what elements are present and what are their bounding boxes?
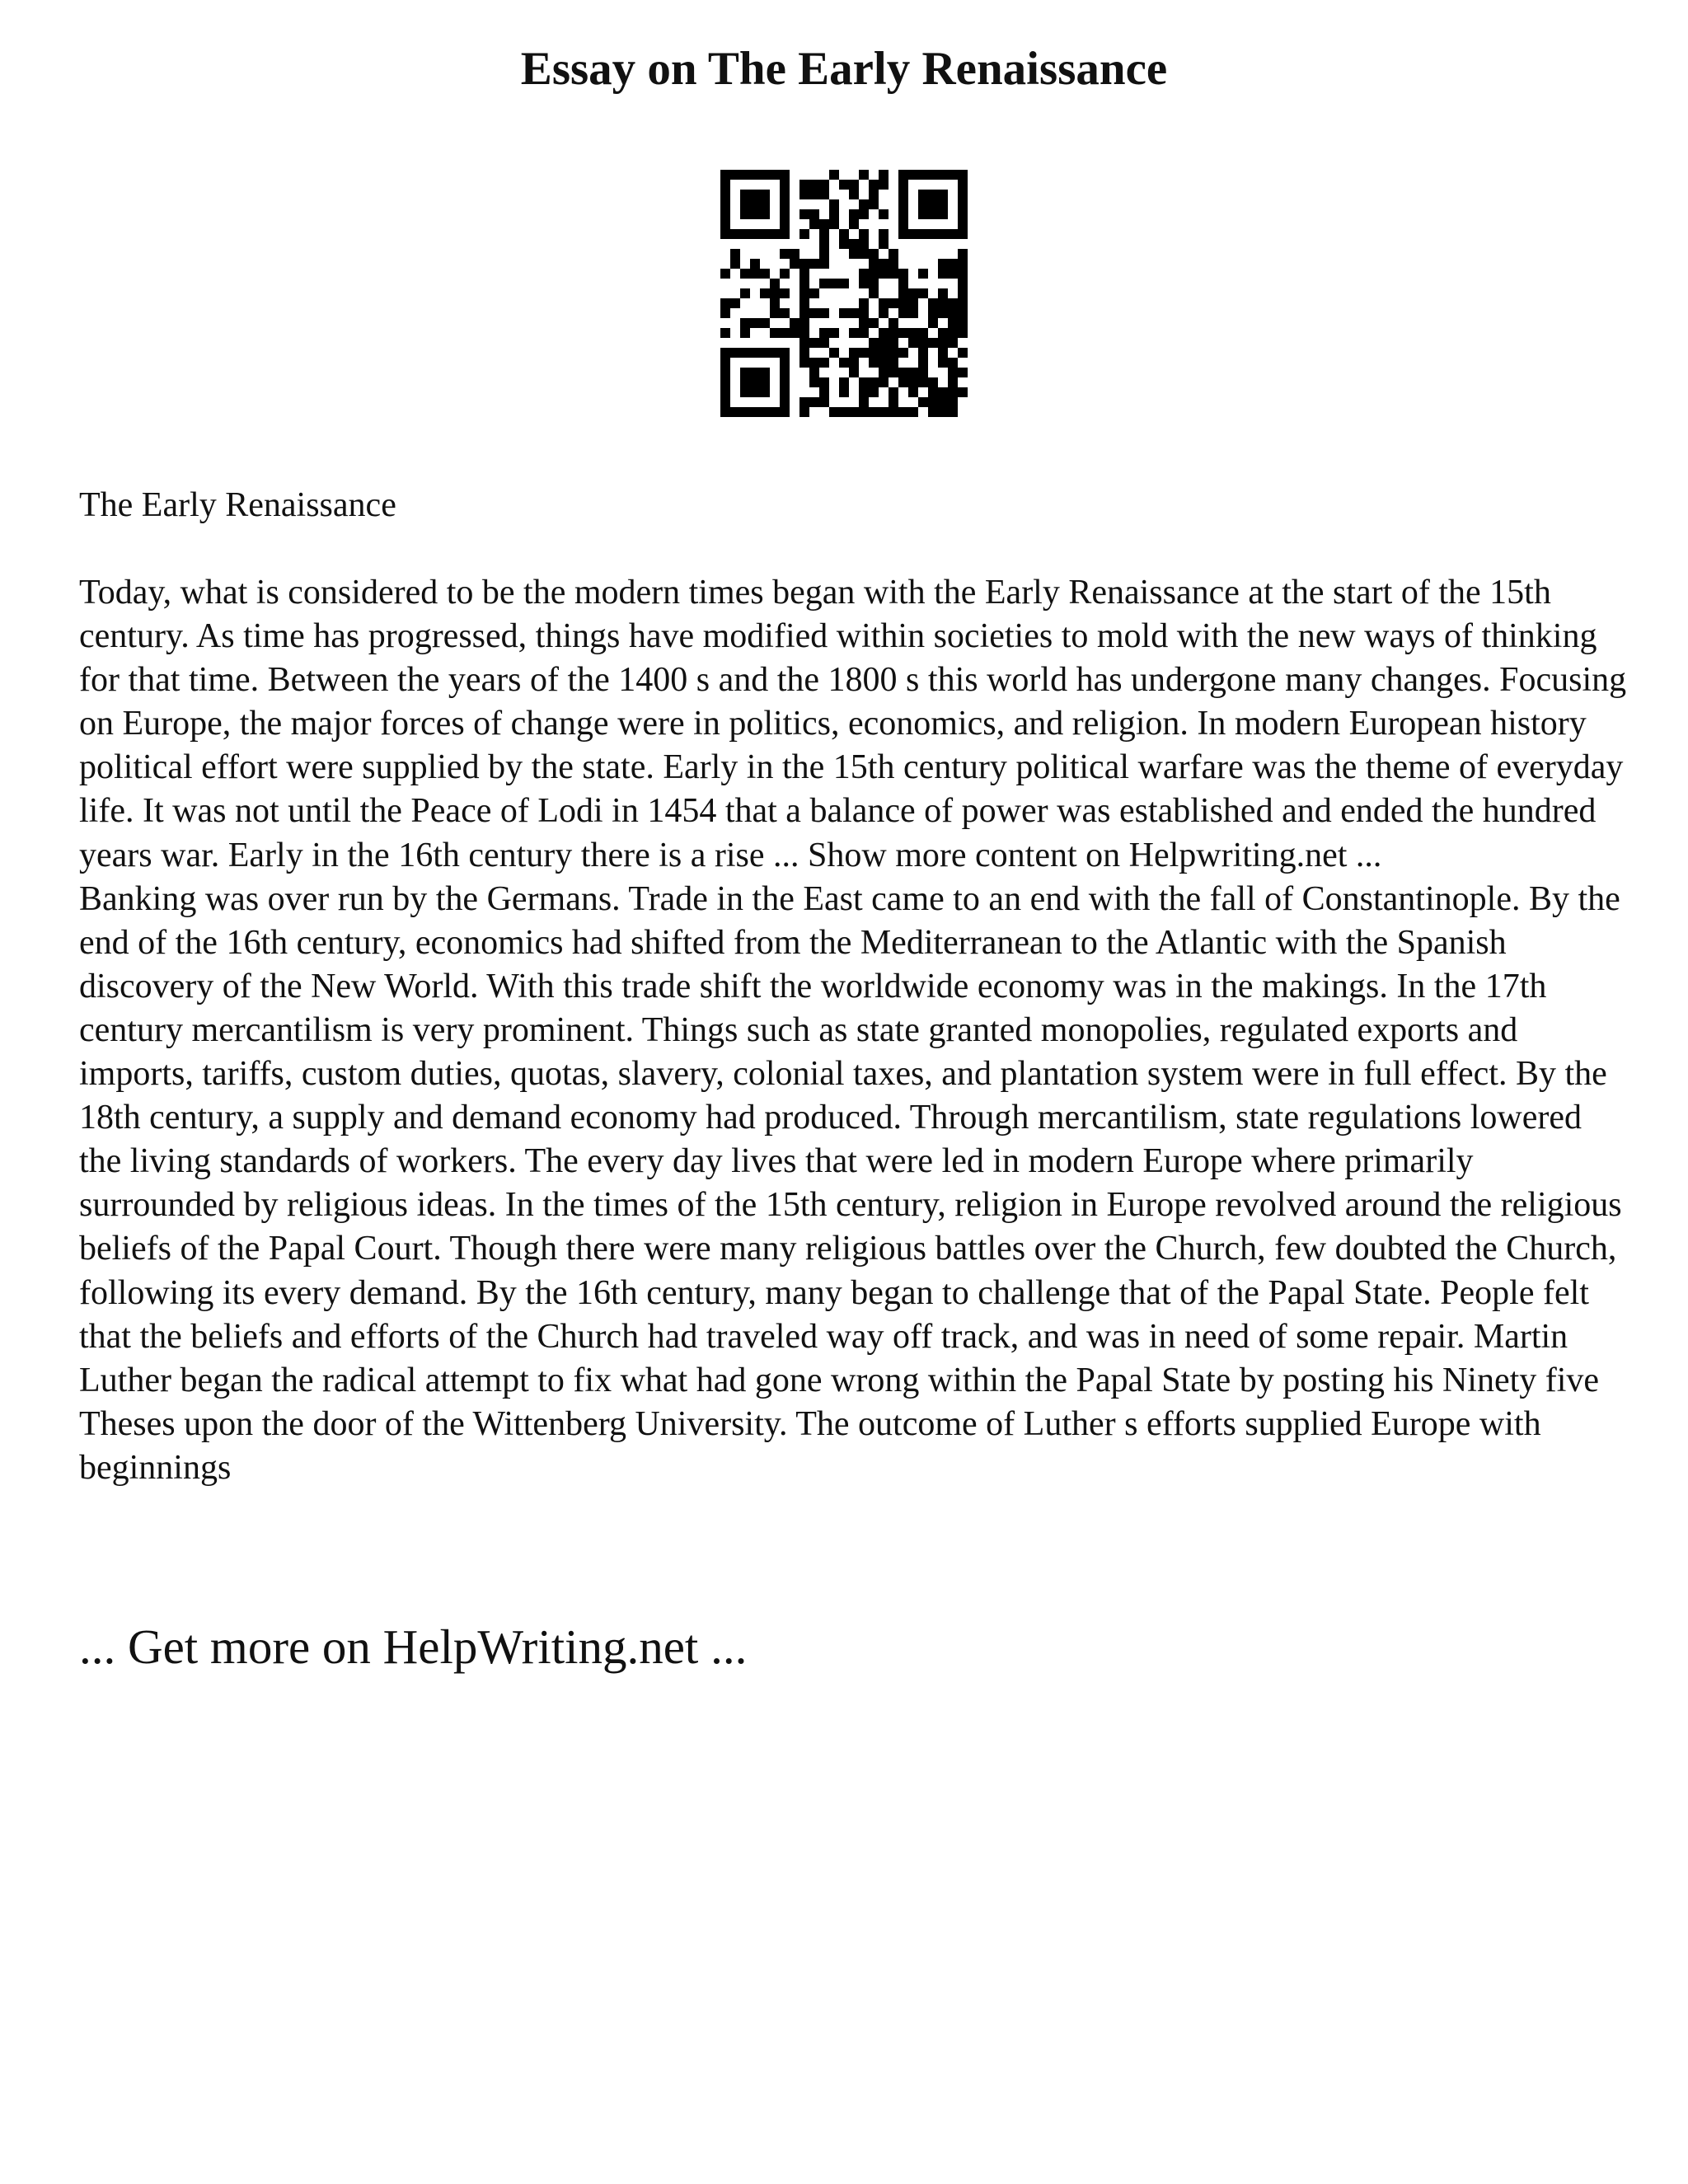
essay-paragraph-1: Today, what is considered to be the modern times began with the Early Renaissance at the start of the 15th century. As time has progressed, things have modified within societies to mold with the new ways of thinking for that time. Between the years of the 1400 s and the 1800 s this world has undergone many changes. Focusing on Europe, the major forces of change were in politics, economics, and religion. In modern European history political effort were supplied by the state. Early in the 15th century political warfare was the theme of everyday life. It was not until the Peace of Lodi in 1454 that a balance of power was established and ended the hundred years war. Early in the 16th century there is a rise ... Show more content on Helpwriting.net ... <box>79 574 1627 874</box>
qr-code-icon <box>720 170 968 417</box>
document-title: Essay on The Early Renaissance <box>520 43 1168 95</box>
essay-paragraph-2: Banking was over run by the Germans. Trade in the East came to an end with the fall of Constantinople. By the end of the 16th century, economics had shifted from the Mediterranean to the Atlantic with the Spanish discovery of the New World. With this trade shift the worldwide economy was in the makings. In the 17th century mercantilism is very prominent. Things such as state granted monopolies, regulated exports and imports, tariffs, custom duties, quotas, slavery, colonial taxes, and plantation system were in full effect. By the 18th century, a supply and demand economy had produced. Through mercantilism, state regulations lowered the living standards of workers. The every day lives that were led in modern Europe where primarily surrounded by religious ideas. In the times of the 15th century, religion in Europe revolved around the religious beliefs of the Papal Court. Though there were many religious battles over the Church, few doubted the Church, following its every demand. By the 16th century, many began to challenge that of the Papal State. People felt that the beliefs and efforts of the Church had traveled way off track, and was in need of some repair. Martin Luther began the radical attempt to fix what had gone wrong within the Papal State by posting his Ninety five Theses upon the door of the Wittenberg University. The outcome of Luther s efforts supplied Europe with beginnings <box>79 879 1622 1487</box>
essay-subtitle: The Early Renaissance <box>79 486 396 524</box>
get-more-link[interactable]: ... Get more on HelpWriting.net ... <box>79 1619 748 1674</box>
essay-body <box>79 571 1629 1490</box>
